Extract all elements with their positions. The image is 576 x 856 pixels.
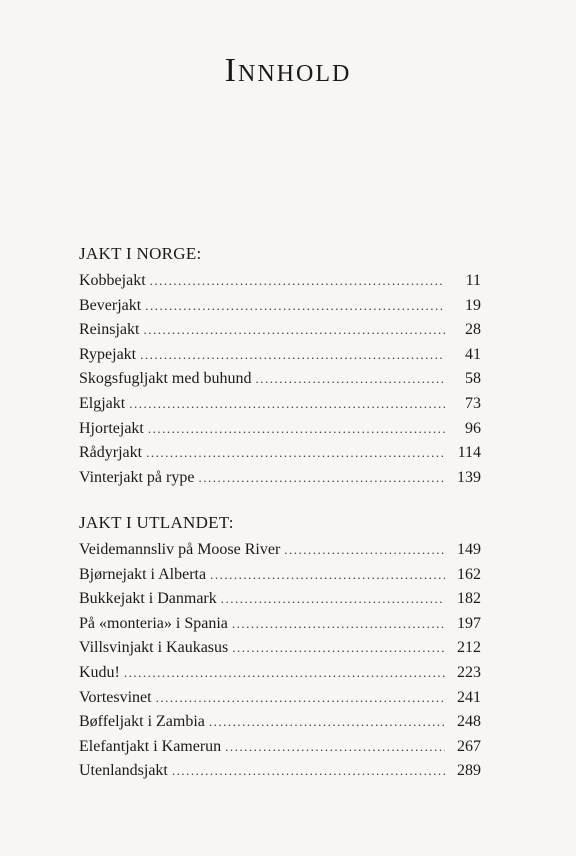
toc-entry-page: 212 [457, 639, 481, 657]
toc-entry-label: Kobbejakt [79, 272, 146, 289]
toc-entry-label: Skogsfugljakt med buhund [79, 370, 252, 388]
toc-entry-label: Elefantjakt i Kamerun [79, 737, 222, 755]
dot-leader [143, 318, 445, 343]
toc-entry [79, 294, 481, 319]
toc-entry-label: Rypejakt [79, 345, 137, 363]
dot-leader [225, 735, 445, 760]
toc-entry-label: På «monteria» i Spania [79, 614, 228, 632]
toc-entry-label: Rådyrjakt [79, 444, 143, 462]
toc-section-norge [79, 243, 481, 490]
toc-entry-page: 182 [457, 590, 481, 608]
page-title: Innhold [224, 52, 352, 89]
toc-entry-label: Elgjakt [79, 394, 126, 412]
dot-leader [198, 466, 445, 491]
toc-entry-page: 114 [457, 444, 481, 462]
section-heading: JAKT I UTLANDET: [79, 513, 234, 532]
toc-entry-page: 289 [457, 762, 481, 780]
dot-leader [284, 538, 445, 563]
toc-entry-page: 223 [457, 663, 481, 681]
toc-entry [79, 466, 481, 491]
toc-entry [79, 367, 481, 392]
toc-entry-label: Villsvinjakt i Kaukasus [79, 639, 229, 657]
dot-leader [255, 367, 445, 392]
toc-entry-label: Bjørnejakt i Alberta [79, 565, 207, 583]
dot-leader [124, 661, 445, 686]
dot-leader [172, 759, 445, 784]
dot-leader [221, 587, 445, 612]
toc-entry [79, 612, 481, 637]
toc-entry-label: Utenlandsjakt [79, 762, 168, 780]
toc-entry [79, 392, 481, 417]
toc-entry [79, 587, 481, 612]
toc-entry-page: 139 [457, 468, 481, 486]
toc-entry-page: 73 [465, 394, 481, 412]
toc-entry-label: Hjortejakt [79, 419, 144, 437]
toc-entry [79, 759, 481, 784]
toc-entry [79, 417, 481, 442]
toc-entry-label: Vortesvinet [79, 688, 152, 706]
toc-entry-label: Bøffeljakt i Zambia [79, 713, 205, 731]
toc-entry-label: Bukkejakt i Danmark [79, 590, 217, 608]
toc-entry [79, 441, 481, 466]
toc-entry [79, 710, 481, 735]
toc-entry-label: Reinsjakt [79, 321, 140, 339]
dot-leader [209, 710, 445, 735]
toc-entry-label: Beverjakt [79, 296, 142, 314]
toc-entry-page: 149 [457, 541, 481, 558]
dot-leader [129, 392, 445, 417]
dot-leader [148, 417, 445, 442]
toc-entry [79, 343, 481, 368]
dot-leader [145, 294, 445, 319]
toc-entry-page: 28 [465, 321, 481, 339]
toc-entry [79, 735, 481, 760]
toc-entry-label: Kudu! [79, 663, 120, 681]
toc-entry-page: 162 [457, 565, 481, 583]
toc-entry-page: 248 [457, 713, 481, 731]
toc-entry-page: 41 [465, 345, 481, 363]
toc-entry [79, 269, 481, 294]
dot-leader [150, 269, 445, 294]
toc-entry [79, 538, 481, 563]
toc-entry [79, 318, 481, 343]
toc-entry [79, 686, 481, 711]
toc-entry-page: 197 [457, 614, 481, 632]
section-heading: JAKT I NORGE: [79, 244, 202, 263]
toc-entry [79, 636, 481, 661]
toc-entry-page: 241 [457, 688, 481, 706]
toc-entry-page: 96 [465, 419, 481, 437]
toc-entry [79, 661, 481, 686]
toc-entry-label: Veidemannsliv på Moose River [79, 541, 281, 558]
toc-entry-page: 19 [465, 296, 481, 314]
dot-leader [140, 343, 445, 368]
toc-entry [79, 563, 481, 588]
toc-section-utlandet [79, 512, 481, 784]
toc-entry-page: 58 [465, 370, 481, 388]
dot-leader [146, 441, 445, 466]
dot-leader [232, 612, 445, 637]
dot-leader [232, 636, 445, 661]
toc-entry-page: 267 [457, 737, 481, 755]
dot-leader [156, 686, 445, 711]
toc-entry-label: Vinterjakt på rype [79, 468, 195, 486]
dot-leader [210, 563, 445, 588]
toc-entry-page: 11 [465, 272, 481, 289]
